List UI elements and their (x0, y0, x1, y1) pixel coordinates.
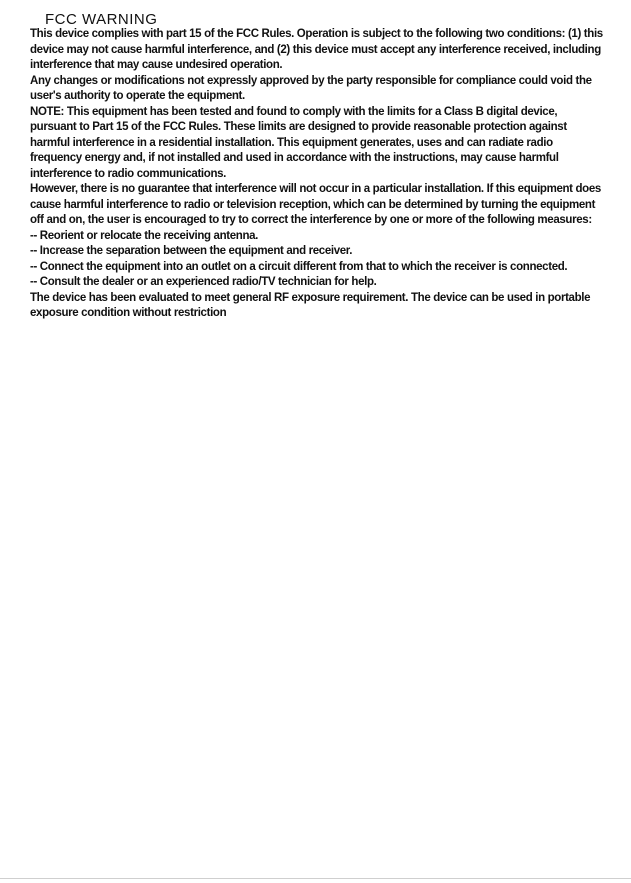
measure-increase-separation: -- Increase the separation between the equipment and receiver. (30, 245, 353, 257)
measure-reorient-antenna: -- Reorient or relocate the receiving antenna. (30, 229, 259, 242)
page-bottom-divider (0, 878, 631, 879)
paragraph-no-guarantee: However, there is no guarantee that interference will not occur in a particular installation. If this equipment does cause harmful interference to radio or television reception, which can be determined by turning the equipment off and on, the user is encouraged to try to correct the interference by one or more of the following measures: (30, 183, 601, 226)
paragraph-compliance: This device complies with part 15 of the FCC Rules. Operation is subject to the following two conditions: (1) this device may not cause harmful interference, and (2) this device must accept any interference received, including interference that may cause undesired operation. (30, 28, 603, 71)
measure-different-circuit: -- Connect the equipment into an outlet on a circuit different from that to which the receiver is connected. (30, 260, 568, 273)
measure-consult-dealer: -- Consult the dealer or an experienced radio/TV technician for help. (30, 276, 377, 288)
paragraph-rf-exposure: The device has been evaluated to meet general RF exposure requirement. The device can be used in portable exposure condition without restriction (30, 291, 591, 319)
fcc-warning-title: FCC WARNING (45, 11, 158, 28)
paragraph-modifications: Any changes or modifications not expressly approved by the party responsible for compliance could void the user's authority to operate the equipment. (30, 74, 592, 102)
fcc-warning-body (30, 27, 605, 322)
paragraph-note-class-b: NOTE: This equipment has been tested and found to comply with the limits for a Class B digital device, pursuant to Part 15 of the FCC Rules. These limits are designed to provide reasonable protection against harmful interference in a residential installation. This equipment generates, uses and can radiate radio frequency energy and, if not installed and used in accordance with the instructions, may cause harmful interference to radio communications. (30, 105, 567, 180)
